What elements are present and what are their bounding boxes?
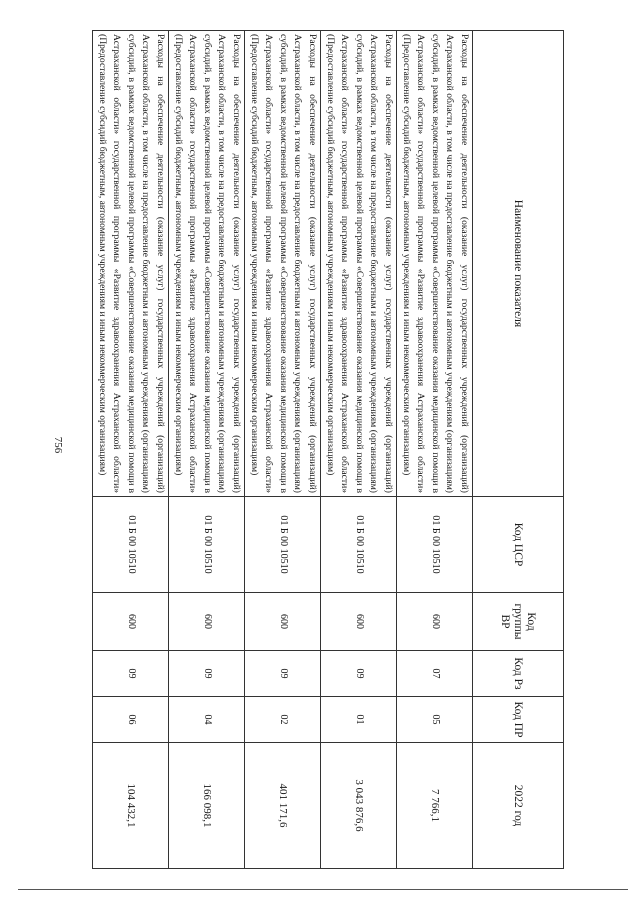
row-amount: 7 766,1 [397,743,473,869]
row-vr: 600 [169,593,245,651]
row-pr: 01 [321,697,397,743]
row-rz: 07 [397,651,473,697]
row-rz: 09 [169,651,245,697]
header-csr: Код ЦСР [473,497,564,593]
table-row [245,31,321,869]
row-vr: 600 [93,593,169,651]
header-rz: Код Рз [473,651,564,697]
row-vr: 600 [321,593,397,651]
page-number: 756 [52,436,64,454]
row-amount: 166 098,1 [169,743,245,869]
row-amount: 401 171,6 [245,743,321,869]
table-header-row [473,31,564,869]
header-vr: Код группы ВР [473,593,564,651]
row-vr: 600 [245,593,321,651]
table-row [397,31,473,869]
scan-edge-line [18,889,628,890]
row-csr: 01 Б 00 10510 [397,497,473,593]
budget-table [92,30,564,869]
row-rz: 09 [245,651,321,697]
row-pr: 02 [245,697,321,743]
row-name: Расходы на обеспечение деятельности (оказание услуг) государственных учреждений (организаций) Астраханской области, в том числе на предоставление бюджетным и автономным учреждениям (организациям) субсидий, в рамках ведомственной целевой программы «Совершенствование оказания медицинской помощи в Астраханской области» государственной программы «Развитие здравоохранения Астраханской области» (Предоставление субсидий бюджетным, автономным учреждениям и иным некоммерческим организациям) [321,31,397,497]
row-name: Расходы на обеспечение деятельности (оказание услуг) государственных учреждений (организаций) Астраханской области, в том числе на предоставление бюджетным и автономным учреждениям (организациям) субсидий, в рамках ведомственной целевой программы «Совершенствование оказания медицинской помощи в Астраханской области» государственной программы «Развитие здравоохранения Астраханской области» (Предоставление субсидий бюджетным, автономным учреждениям и иным некоммерческим организациям) [397,31,473,497]
row-vr: 600 [397,593,473,651]
table-row [321,31,397,869]
header-year: 2022 год [473,743,564,869]
row-name: Расходы на обеспечение деятельности (оказание услуг) государственных учреждений (организаций) Астраханской области, в том числе на предоставление бюджетным и автономным учреждениям (организациям) субсидий, в рамках ведомственной целевой программы «Совершенствование оказания медицинской помощи в Астраханской области» государственной программы «Развитие здравоохранения Астраханской области» (Предоставление субсидий бюджетным, автономным учреждениям и иным некоммерческим организациям) [245,31,321,497]
row-csr: 01 Б 00 10510 [245,497,321,593]
row-rz: 09 [93,651,169,697]
header-pr: Код ПР [473,697,564,743]
row-pr: 05 [397,697,473,743]
table-row [93,31,169,869]
row-csr: 01 Б 00 10510 [169,497,245,593]
rotated-page [92,30,564,868]
row-name: Расходы на обеспечение деятельности (оказание услуг) государственных учреждений (организаций) Астраханской области, в том числе на предоставление бюджетным и автономным учреждениям (организациям) субсидий, в рамках ведомственной целевой программы «Совершенствование оказания медицинской помощи в Астраханской области» государственной программы «Развитие здравоохранения Астраханской области» (Предоставление субсидий бюджетным, автономным учреждениям и иным некоммерческим организациям) [93,31,169,497]
row-pr: 06 [93,697,169,743]
row-csr: 01 Б 00 10510 [93,497,169,593]
row-amount: 104 432,1 [93,743,169,869]
table-row [169,31,245,869]
header-name: Наименование показателя [473,31,564,497]
row-rz: 09 [321,651,397,697]
row-pr: 04 [169,697,245,743]
row-name: Расходы на обеспечение деятельности (оказание услуг) государственных учреждений (организаций) Астраханской области, в том числе на предоставление бюджетным и автономным учреждениям (организациям) субсидий, в рамках ведомственной целевой программы «Совершенствование оказания медицинской помощи в Астраханской области» государственной программы «Развитие здравоохранения Астраханской области» (Предоставление субсидий бюджетным, автономным учреждениям и иным некоммерческим организациям) [169,31,245,497]
row-csr: 01 Б 00 10510 [321,497,397,593]
row-amount: 3 043 876,6 [321,743,397,869]
